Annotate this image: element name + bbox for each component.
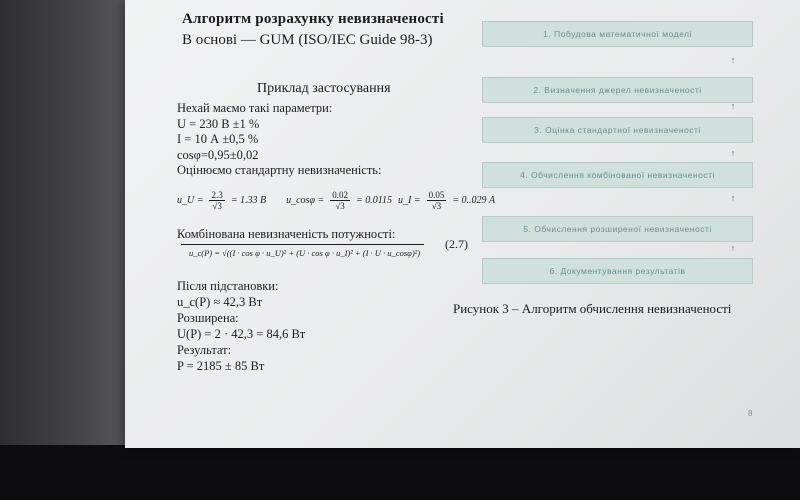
standard-uncertainty-formulas <box>177 190 495 211</box>
uu-denominator: √3 <box>212 201 222 211</box>
params-intro: Нехай маємо такі параметри: <box>177 101 333 115</box>
ucos-denominator: √3 <box>335 201 345 211</box>
uu-fraction <box>209 190 224 211</box>
ui-denominator: √3 <box>431 201 442 211</box>
example-heading: Приклад застосування <box>257 81 391 96</box>
param-current: I = 10 А ±0,5 % <box>177 132 259 146</box>
after-substitution-label: Після підстановки: <box>177 279 279 293</box>
parameters-block <box>177 101 381 179</box>
ui-numerator: 0.05 <box>428 190 445 200</box>
param-cosphi: cosφ=0,95±0,02 <box>177 147 259 162</box>
ucos-fraction <box>330 190 350 211</box>
combined-uncertainty-formula <box>181 244 424 258</box>
equation-number: (2.7) <box>445 237 468 251</box>
flow-step-5: 5. Обчислення розширеної невизначеності <box>482 216 753 242</box>
screen-bottom-edge <box>0 445 800 500</box>
page-number: 8 <box>748 409 753 418</box>
ucos-result: = 0.0115 <box>355 195 392 206</box>
result-label: Результат: <box>177 343 232 357</box>
ui-result: = 0..029 А <box>452 195 496 206</box>
combined-formula-lhs: u_c(P) = <box>189 248 220 258</box>
flow-step-3: 3. Оцінка стандартної невизначеності <box>482 117 753 143</box>
combined-uncertainty-label: Комбінована невизначеність потужності: <box>177 227 396 241</box>
presentation-slide <box>125 0 800 448</box>
arrow-up-icon: ↑ <box>730 193 736 203</box>
arrow-up-icon: ↑ <box>730 55 736 65</box>
param-voltage: U = 230 В ±1 % <box>177 116 260 131</box>
ui-label: u_I = <box>397 195 421 206</box>
combined-formula-rhs: √((I · cos φ · u_U)² + (U · cos φ · u_I)² + (I · U · u_cosφ)²) <box>222 248 421 258</box>
flow-step-2: 2. Визначення джерел невизначеності <box>482 77 753 103</box>
ucos-label: u_cosφ = <box>286 195 325 206</box>
uu-result: = 1.33 В <box>230 195 267 206</box>
result-value: P = 2185 ± 85 Вт <box>177 359 265 373</box>
ucos-numerator: 0.02 <box>332 190 348 200</box>
after-substitution-value: u_c(P) ≈ 42,3 Вт <box>177 295 263 309</box>
extended-value: U(P) = 2 · 42,3 = 84,6 Вт <box>177 327 306 341</box>
arrow-up-icon: ↑ <box>730 243 736 253</box>
arrow-up-icon: ↑ <box>730 101 736 111</box>
background-wall <box>0 0 135 500</box>
estimate-label: Оцінюємо стандартну невизначеність: <box>177 163 382 177</box>
uu-label: u_U = <box>177 195 204 206</box>
slide-title: Алгоритм розрахунку невизначеності <box>182 11 444 27</box>
flow-step-6: 6. Документування результатів <box>482 258 753 284</box>
flow-step-1: 1. Побудова математичної моделі <box>482 21 753 47</box>
flow-step-4: 4. Обчислення комбінованої невизначеності <box>482 162 753 188</box>
slide-subtitle: В основі — GUM (ISO/IEC Guide 98-3) <box>182 32 433 48</box>
extended-label: Розширена: <box>177 311 239 325</box>
arrow-up-icon: ↑ <box>730 148 736 158</box>
ui-fraction <box>427 190 447 211</box>
results-block <box>177 278 305 374</box>
figure-caption: Рисунок 3 – Алгоритм обчислення невизначеності <box>453 301 732 316</box>
uu-numerator: 2.3 <box>211 190 223 200</box>
